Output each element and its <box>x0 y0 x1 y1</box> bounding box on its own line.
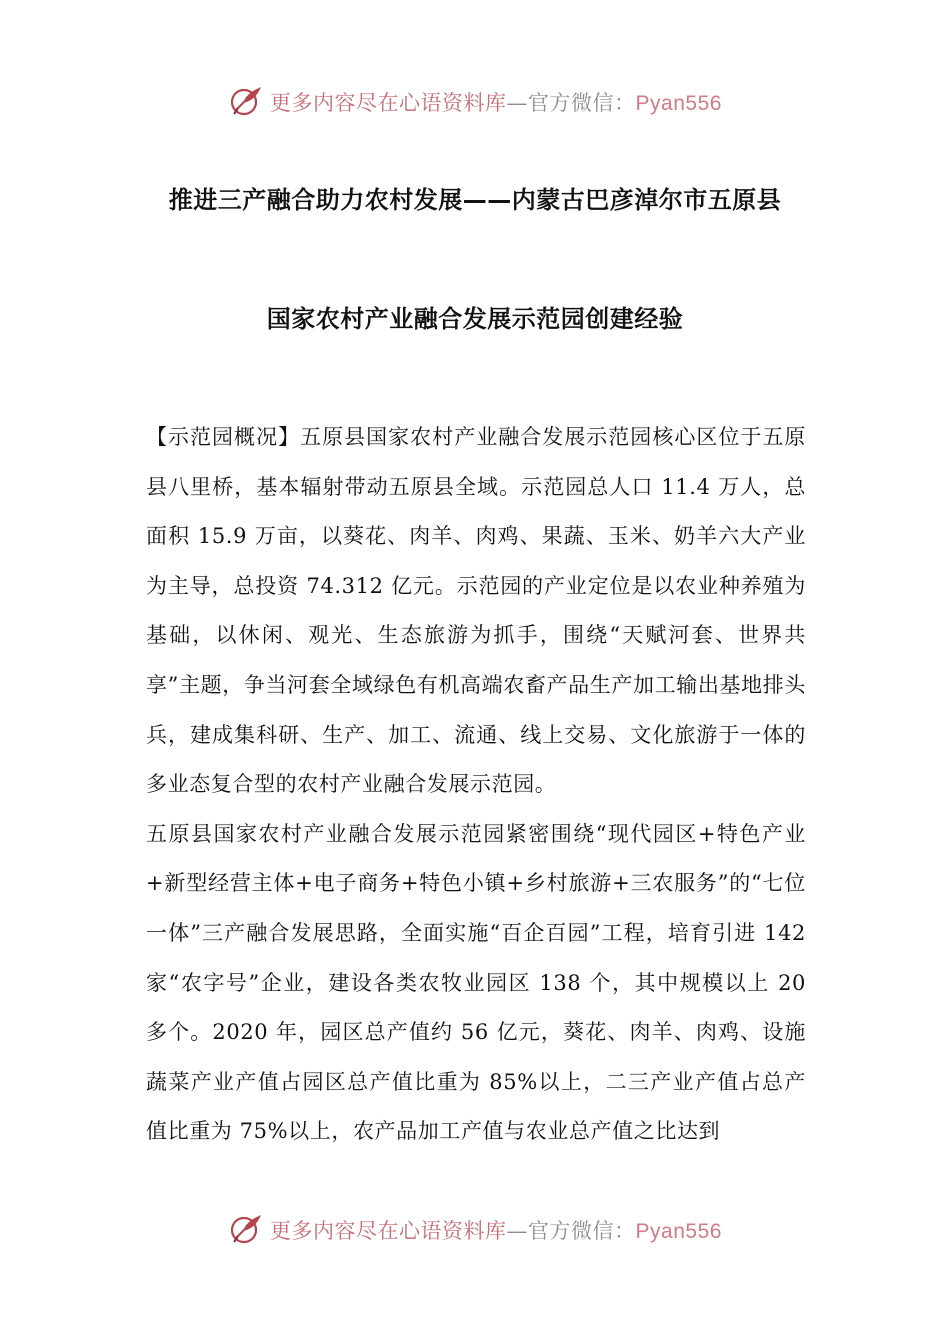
document-title-line-1: 推进三产融合助力农村发展——内蒙古巴彦淖尔市五原县 <box>168 186 782 214</box>
header-banner <box>0 82 950 122</box>
document-body <box>146 413 806 1157</box>
banner-wechat-label: 官方微信： <box>528 1219 636 1243</box>
banner-main-text: 更多内容尽在心语资料库 <box>270 91 507 115</box>
banner-separator: — <box>506 91 529 115</box>
banner-wechat-id: Pyan556 <box>635 1220 722 1243</box>
banner-wechat-id: Pyan556 <box>635 92 722 115</box>
quill-logo-icon <box>228 84 264 120</box>
document-title-line-2: 国家农村产业融合发展示范园创建经验 <box>266 305 684 333</box>
banner-wechat-label: 官方微信： <box>528 91 636 115</box>
banner-separator: — <box>506 1219 529 1243</box>
paragraph-overview: 【示范园概况】五原县国家农村产业融合发展示范园核心区位于五原县八里桥，基本辐射带动五原县全域。示范园总人口 11.4 万人，总面积 15.9 万亩，以葵花、肉羊、肉鸡、果蔬、玉米、奶羊六大产业为主导，总投资 74.312 亿元。示范园的产业定位是以农业种养殖为基础，以休闲、观光、生态旅游为抓手，围绕“天赋河套、世界共享”主题，争当河套全域绿色有机高端农畜产品生产加工输出基地排头兵，建成集科研、生产、加工、流通、线上交易、文化旅游于一体的多业态复合型的农村产业融合发展示范园。 <box>146 425 806 797</box>
banner-main-text: 更多内容尽在心语资料库 <box>270 1219 507 1243</box>
footer-banner <box>0 1210 950 1250</box>
quill-logo-icon <box>228 1212 264 1248</box>
paragraph-development: 五原县国家农村产业融合发展示范园紧密围绕“现代园区+特色产业+新型经营主体+电子商务+特色小镇+乡村旅游+三农服务”的“七位一体”三产融合发展思路，全面实施“百企百园”工程，培育引进 142 家“农字号”企业，建设各类农牧业园区 138 个，其中规模以上 20 多个。2020 年，园区总产值约 56 亿元，葵花、肉羊、肉鸡、设施蔬菜产业产值占园区总产值比重为 85%以上，二三产业产值占总产值比重为 75%以上，农产品加工产值与农业总产值之比达到 <box>146 821 806 1144</box>
